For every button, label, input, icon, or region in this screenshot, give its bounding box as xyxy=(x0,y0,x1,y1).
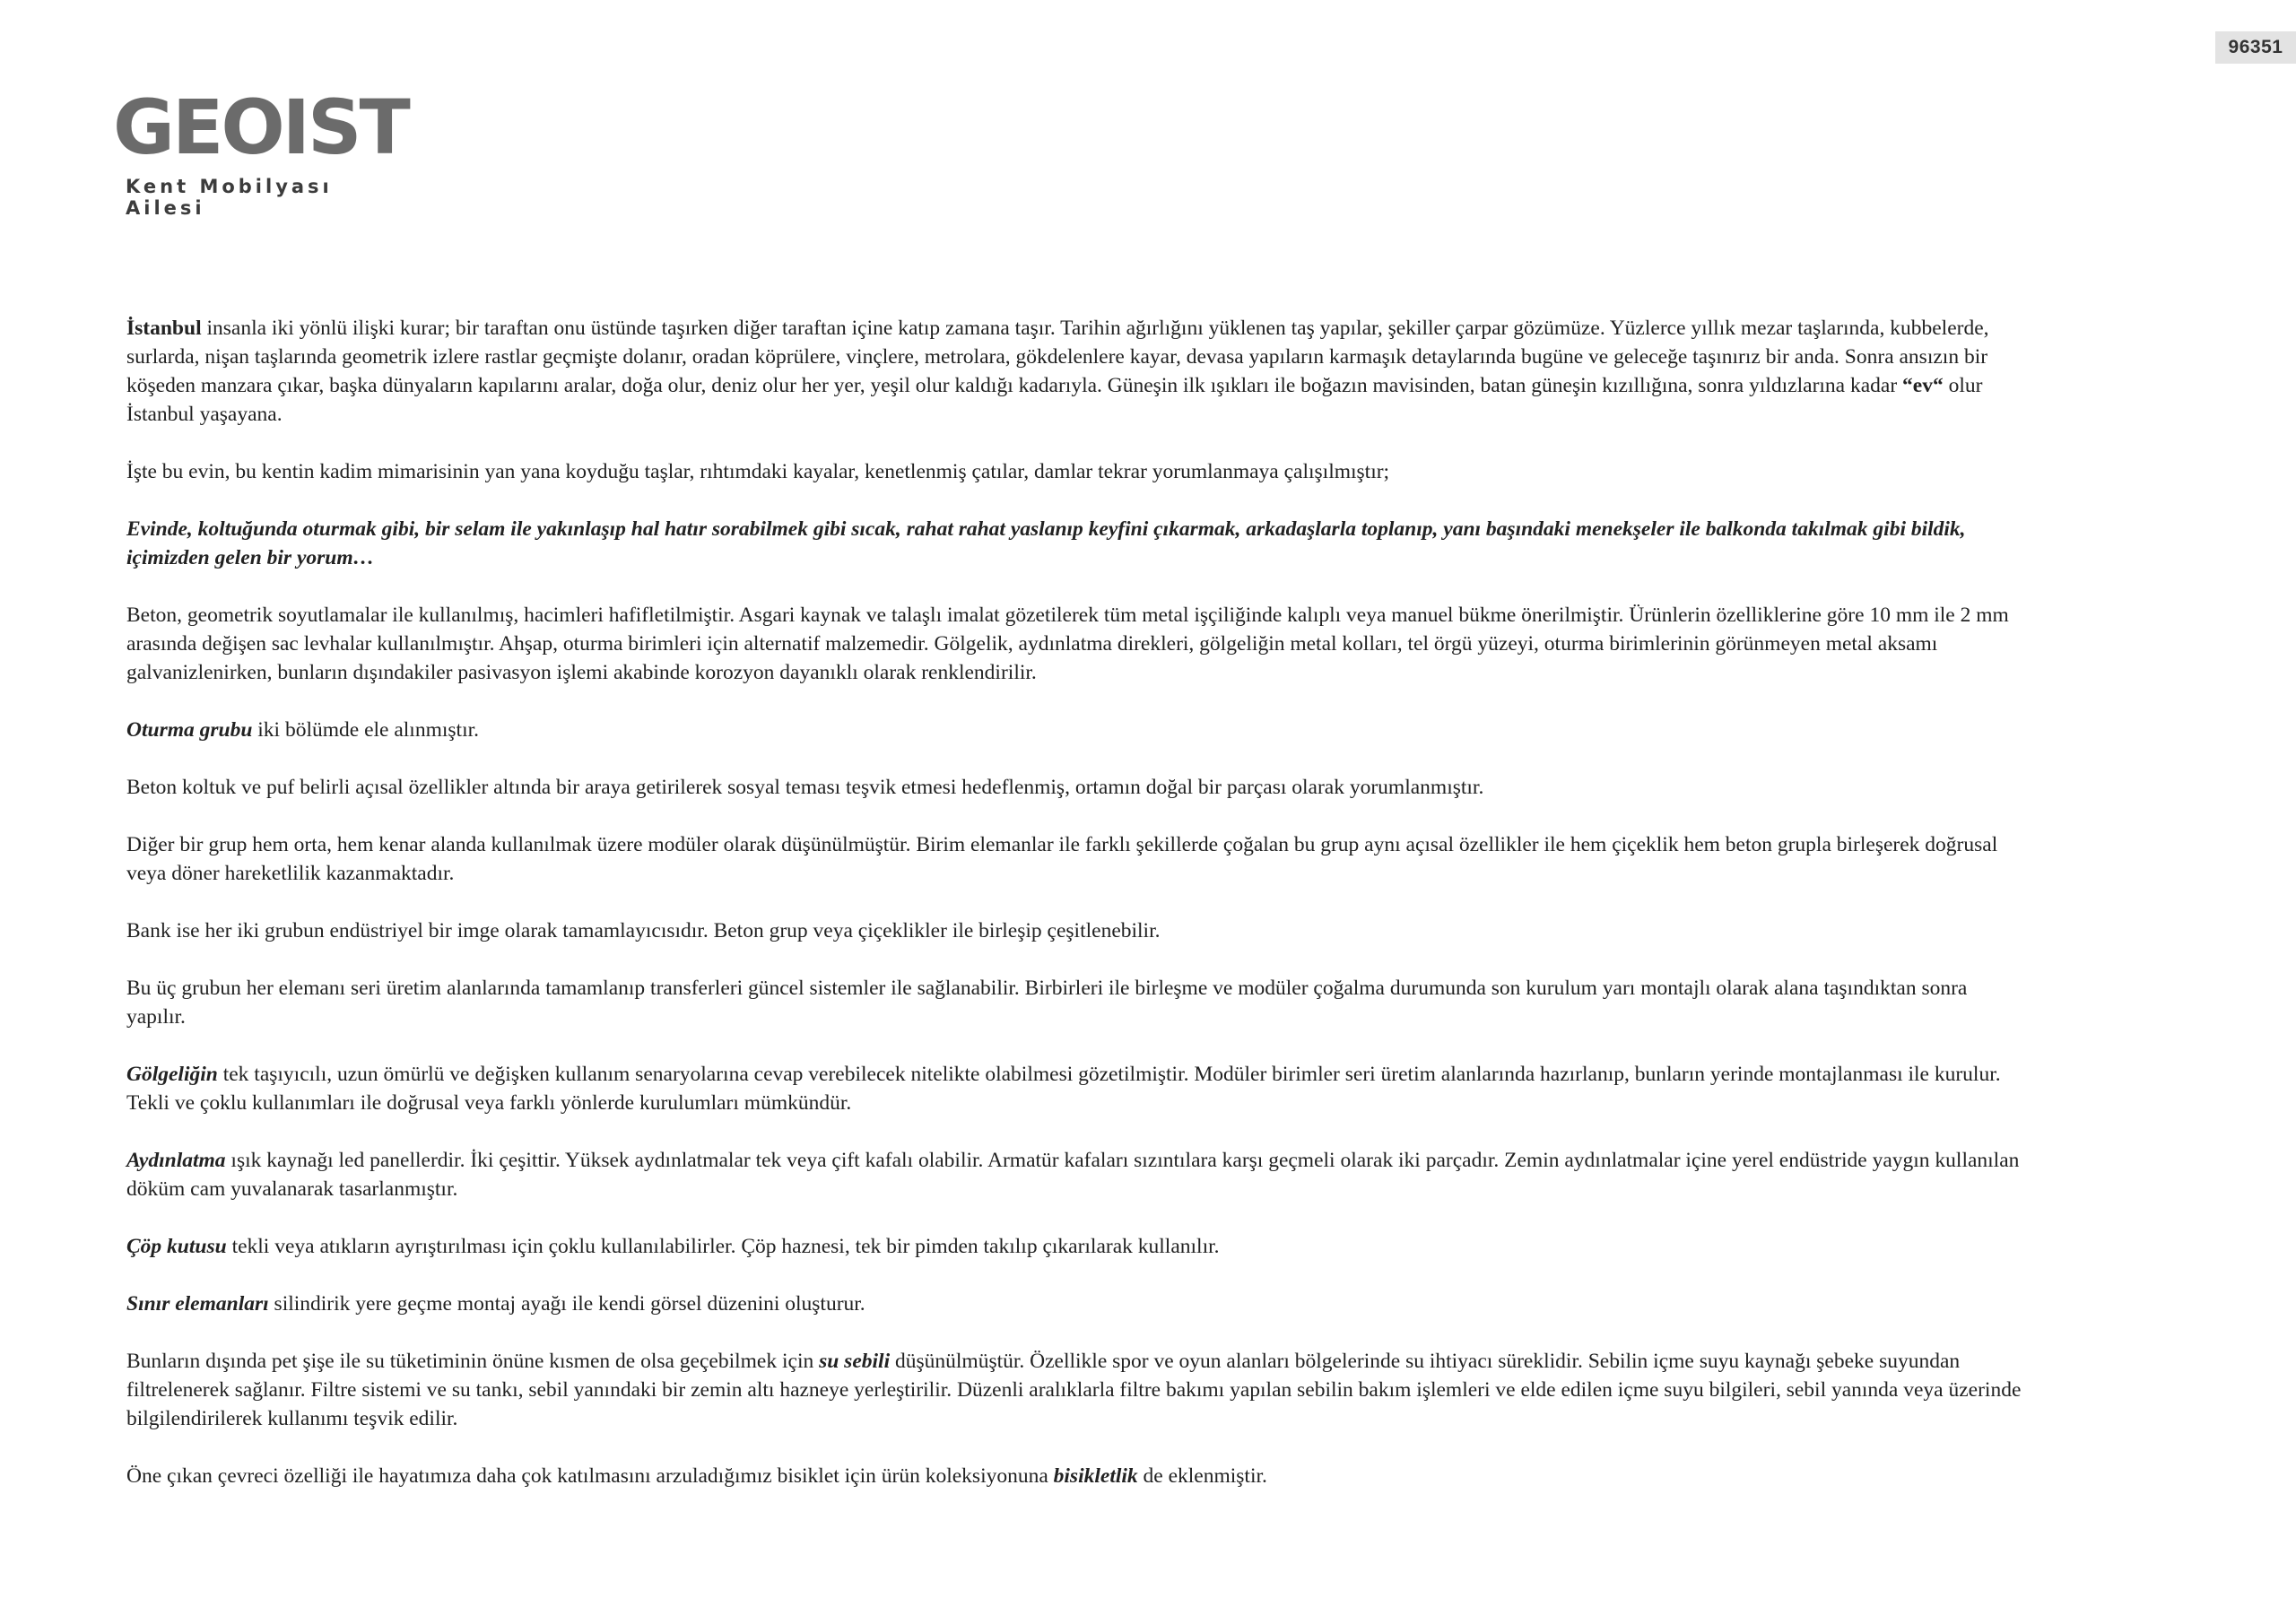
paragraph-bollards: Sınır elemanları silindirik yere geçme montaj ayağı ile kendi görsel düzenini oluşturur. xyxy=(126,1292,865,1316)
paragraph-bicycle: Öne çıkan çevreci özelliği ile hayatımıza daha çok katılmasını arzuladığımız bisiklet için ürün koleksiyonuna bisikletlik de eklenmiştir. xyxy=(126,1464,1267,1488)
lead-lighting: Aydınlatma xyxy=(126,1149,226,1172)
lead-istanbul: İstanbul xyxy=(126,317,202,340)
lead-shade: Gölgeliğin xyxy=(126,1063,218,1086)
paragraph-concrete: Beton koltuk ve puf belirli açısal özellikler altında bir araya getirilerek sosyal teması teşvik etmesi hedeflenmiş, ortamın doğal bir parçası olarak yorumlanmıştır. xyxy=(126,776,1484,799)
paragraph-shade: Gölgeliğin tek taşıyıcılı, uzun ömürlü ve değişken kullanım senaryolarına cevap verebilecek nitelikte olabilmesi gözetilmiştir. Modüler birimler seri üretim alanlarında hazırlanıp, bunların yerinde montajlanması ile kurulur. Tekli ve çoklu kullanımları ile doğrusal veya farklı yönlerde kurulumları mümkündür. xyxy=(126,1063,2001,1115)
paragraph-lighting: Aydınlatma ışık kaynağı led panellerdir. İki çeşittir. Yüksek aydınlatmalar tek veya çift kafalı olabilir. Armatür kafaları sızıntılara karşı geçmeli olarak iki parçadır. Zemin aydınlatmalar içine yerel endüstride yaygın kullanılan döküm cam yuvalanarak tasarlanmıştır. xyxy=(126,1149,2020,1201)
geoist-logo xyxy=(113,83,418,219)
paragraph-istanbul: İstanbul insanla iki yönlü ilişki kurar; bir taraftan onu üstünde taşırken diğer taraftan içine katıp zamana taşır. Tarihin ağırlığını yüklenen taş yapılar, şekiller çarpar gözümüze. Yüzlerce yıllık mezar taşlarında, kubbelerde, surlarda, nişan taşlarında geometrik izlere rastlar geçmişte dolanır, oradan köprülere, vinçlere, metrolara, gökdelenlere kayar, devasa yapıların karmaşık detaylarında bugüne ve geleceğe taşınırız bir anda. Sonra ansızın bir köşeden manzara çıkar, başka dünyaların kapılarını aralar, doğa olur, deniz olur her yer, yeşil olur kaldığı kadarıyla. Güneşin ilk ışıkları ile boğazın mavisinden, batan güneşin kızıllığına, sonra yıldızlarına kadar “ev“ olur İstanbul yaşayana. xyxy=(126,317,1989,426)
ev-emphasis: “ev“ xyxy=(1902,374,1944,397)
logo-tagline: Kent Mobilyası Ailesi xyxy=(126,176,333,219)
paragraph-production: Bu üç grubun her elemanı seri üretim alanlarında tamamlanıp transferleri güncel sistemler ile sağlanabilir. Birbirleri ile birleşme ve modüler çoğalma durumunda son kurulum yarı montajlı olarak alana taşındıktan sonra yapılır. xyxy=(126,977,1968,1029)
body-text xyxy=(126,314,2023,1519)
paragraph-bin: Çöp kutusu tekli veya atıkların ayrıştırılması için çoklu kullanılabilirler. Çöp haznesi, tek bir pimden takılıp çıkarılarak kullanılır. xyxy=(126,1235,1220,1258)
fountain-emphasis: su sebili xyxy=(819,1350,891,1373)
lead-bin: Çöp kutusu xyxy=(126,1235,227,1258)
logo-wordmark: GEOIST xyxy=(113,83,408,171)
bicycle-emphasis: bisikletlik xyxy=(1053,1464,1138,1488)
page-number-badge: 96351 xyxy=(2215,31,2296,64)
paragraph-fountain: Bunların dışında pet şişe ile su tüketiminin önüne kısmen de olsa geçebilmek için su sebili düşünülmüştür. Özellikle spor ve oyun alanları bölgelerinde su ihtiyacı süreklidir. Sebilin içme suyu kaynağı şebeke suyundan filtrelenerek sağlanır. Filtre sistemi ve su tankı, sebil yanındaki bir zemin altı hazneye yerleştirilir. Düzenli aralıklarla filtre bakımı yapılan sebilin bakım işlemleri ve elde edilen içme suyu bilgileri, sebil yanında veya üzerinde bilgilendirilerek kullanımı teşvik edilir. xyxy=(126,1350,2022,1430)
paragraph-quote: Evinde, koltuğunda oturmak gibi, bir selam ile yakınlaşıp hal hatır sorabilmek gibi sıcak, rahat rahat yaslanıp keyfini çıkarmak, arkadaşlarla toplanıp, yanı başındaki menekşeler ile balkonda takılmak gibi bildik, içimizden gelen bir yorum… xyxy=(126,517,1966,569)
paragraph-intro: İşte bu evin, bu kentin kadim mimarisinin yan yana koyduğu taşlar, rıhtımdaki kayalar, kenetlenmiş çatılar, damlar tekrar yorumlanmaya çalışılmıştır; xyxy=(126,460,1390,483)
lead-seating: Oturma grubu xyxy=(126,718,253,742)
paragraph-materials: Beton, geometrik soyutlamalar ile kullanılmış, hacimleri hafifletilmiştir. Asgari kaynak ve talaşlı imalat gözetilerek tüm metal işçiliğinde kalıplı veya manuel bükme önerilmiştir. Ürünlerin özelliklerine göre 10 mm ile 2 mm arasında değişen sac levhalar kullanılmıştır. Ahşap, oturma birimleri için alternatif malzemedir. Gölgelik, aydınlatma direkleri, gölgeliğin metal kolları, tel örgü yüzeyi, oturma birimlerinin görünmeyen metal aksamı galvanizlenirken, bunların dışındakiler pasivasyon işlemi akabinde korozyon dayanıklı olarak renklendirilir. xyxy=(126,604,2009,684)
paragraph-seating: Oturma grubu iki bölümde ele alınmıştır. xyxy=(126,718,479,742)
paragraph-bench: Bank ise her iki grubun endüstriyel bir imge olarak tamamlayıcısıdır. Beton grup veya çiçeklikler ile birleşip çeşitlenebilir. xyxy=(126,919,1161,942)
paragraph-modular: Diğer bir grup hem orta, hem kenar alanda kullanılmak üzere modüler olarak düşünülmüştür. Birim elemanlar ile farklı şekillerde çoğalan bu grup aynı açısal özellikler ile hem çiçeklik hem beton grupla birleşerek doğrusal veya döner hareketlilik kazanmaktadır. xyxy=(126,833,1998,885)
lead-bollards: Sınır elemanları xyxy=(126,1292,269,1316)
